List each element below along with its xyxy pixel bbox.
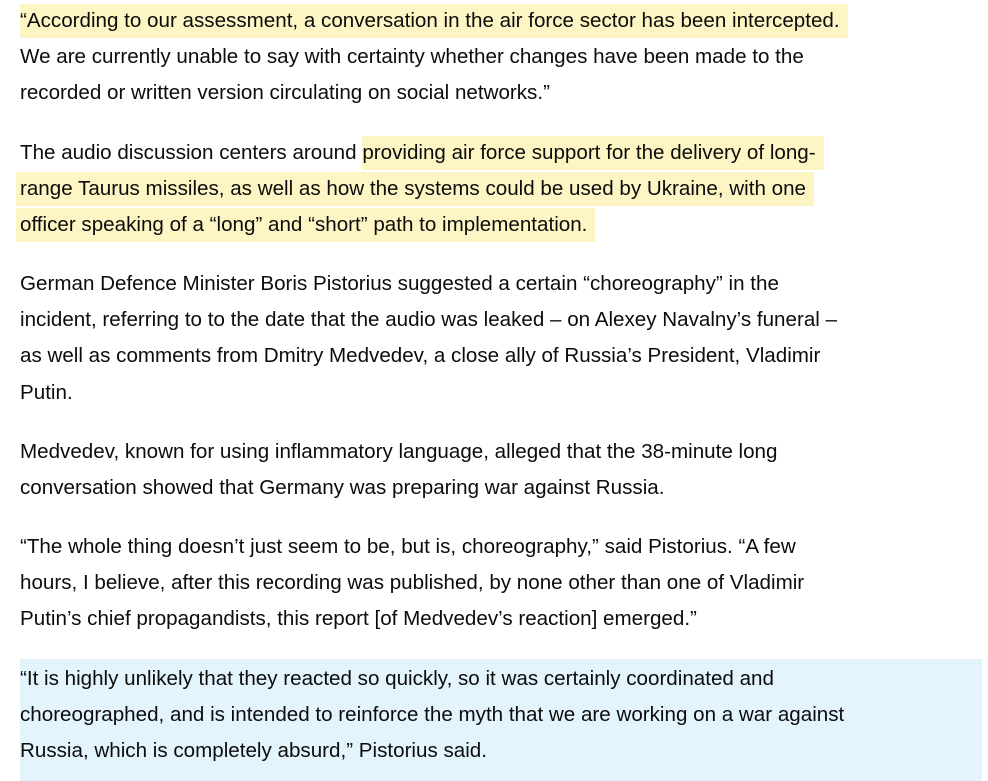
paragraph-whole-thing-quote (0, 529, 988, 638)
paragraph-line: conversation showed that Germany was preparing war against Russia. (20, 476, 665, 500)
paragraph-audio-discussion (0, 135, 988, 244)
paragraph-line: hours, I believe, after this recording was published, by none other than one of Vladimir (20, 571, 805, 595)
highlighted-text: providing air force support for the delivery of long- (362, 136, 823, 170)
highlighted-text: range Taurus missiles, as well as how the systems could be used by Ukraine, with one (16, 172, 814, 206)
paragraph-pistorius-choreography (0, 266, 988, 411)
highlighted-text: “According to our assessment, a conversation in the air force sector has been intercepted. (20, 4, 848, 38)
paragraph-line: choreographed, and is intended to reinforce the myth that we are working on a war against (20, 703, 845, 727)
paragraph-line: German Defence Minister Boris Pistorius suggested a certain “choreography” in the (20, 272, 779, 295)
paragraph-line: Putin. (20, 380, 73, 404)
paragraph-line: “The whole thing doesn’t just seem to be, but is, choreography,” said Pistorius. “A few (20, 535, 796, 558)
paragraph-quote-intercepted (0, 3, 988, 112)
paragraph-line: We are currently unable to say with certainty whether changes have been made to the (20, 45, 804, 69)
highlighted-text: officer speaking of a “long” and “short” path to implementation. (16, 208, 595, 242)
paragraph-line: as well as comments from Dmitry Medvedev, a close ally of Russia’s President, Vladimir (20, 344, 821, 368)
paragraph-line: Putin’s chief propagandists, this report [of Medvedev’s reaction] emerged.” (20, 607, 697, 631)
paragraph-line: Russia, which is completely absurd,” Pistorius said. (20, 739, 487, 763)
paragraph-line: Medvedev, known for using inflammatory language, alleged that the 38-minute long (20, 440, 778, 463)
paragraph-highly-unlikely-quote (0, 661, 988, 770)
paragraph-line: “It is highly unlikely that they reacted so quickly, so it was certainly coordinated and (20, 667, 774, 690)
paragraph-line: incident, referring to to the date that the audio was leaked – on Alexey Navalny’s funeral – (20, 308, 838, 332)
paragraph-text: The audio discussion centers around (20, 141, 357, 164)
paragraph-line: recorded or written version circulating on social networks.” (20, 81, 550, 105)
paragraph-medvedev (0, 434, 988, 506)
